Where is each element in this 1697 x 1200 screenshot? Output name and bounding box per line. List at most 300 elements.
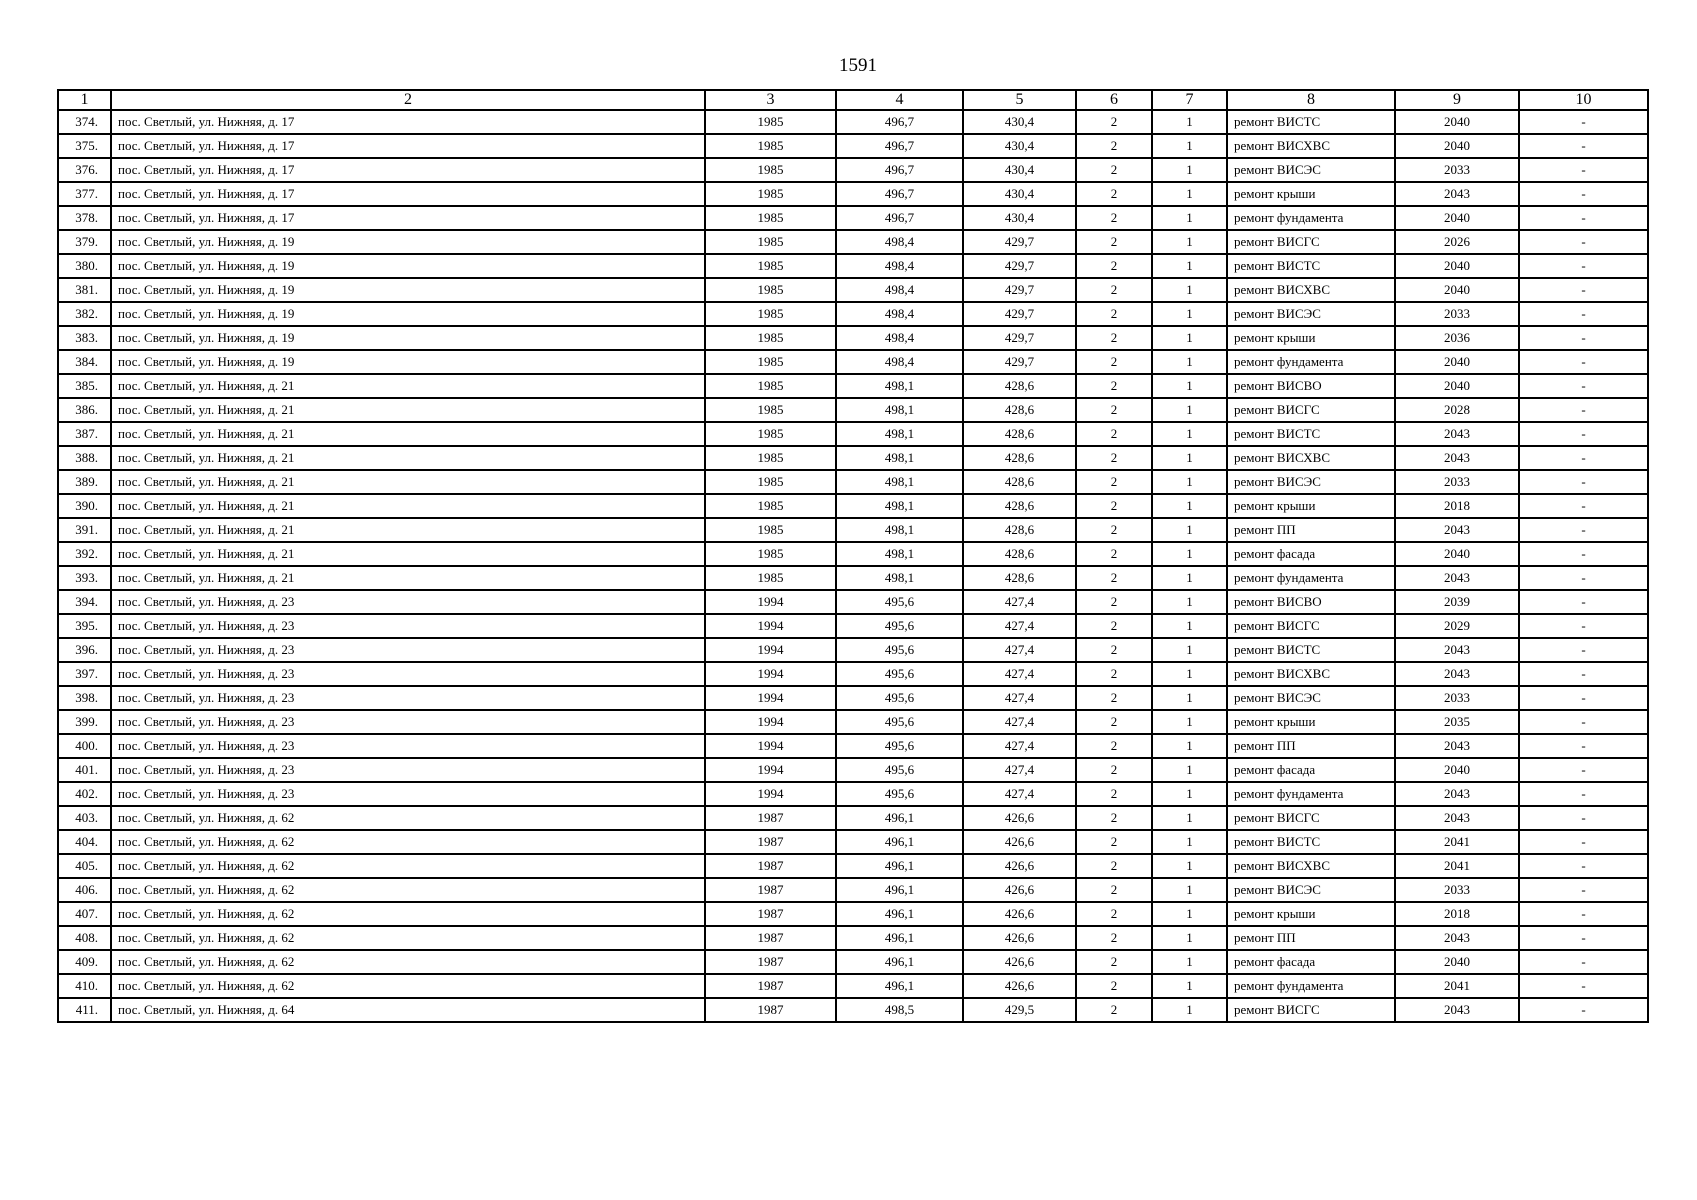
cell-work-type: ремонт ВИСХВС <box>1227 278 1395 302</box>
table-body <box>58 90 1648 1022</box>
cell-living-area: 428,6 <box>963 446 1076 470</box>
cell-floors: 2 <box>1076 734 1152 758</box>
cell-number: 375. <box>58 134 111 158</box>
table-row <box>58 374 1648 398</box>
cell-living-area: 428,6 <box>963 518 1076 542</box>
cell-living-area: 427,4 <box>963 614 1076 638</box>
table-row <box>58 134 1648 158</box>
cell-planned-year: 2043 <box>1395 926 1519 950</box>
column-header-3: 3 <box>705 90 836 110</box>
cell-note: - <box>1519 998 1648 1022</box>
cell-number: 387. <box>58 422 111 446</box>
cell-living-area: 426,6 <box>963 806 1076 830</box>
cell-note: - <box>1519 494 1648 518</box>
table-row <box>58 638 1648 662</box>
cell-work-type: ремонт ПП <box>1227 518 1395 542</box>
cell-total-area: 495,6 <box>836 638 963 662</box>
cell-address: пос. Светлый, ул. Нижняя, д. 19 <box>111 278 705 302</box>
cell-floors: 2 <box>1076 206 1152 230</box>
column-header-7: 7 <box>1152 90 1227 110</box>
cell-year-built: 1985 <box>705 110 836 134</box>
table-row <box>58 446 1648 470</box>
cell-address: пос. Светлый, ул. Нижняя, д. 21 <box>111 446 705 470</box>
cell-floors: 2 <box>1076 590 1152 614</box>
cell-note: - <box>1519 542 1648 566</box>
cell-work-type: ремонт ВИСВО <box>1227 374 1395 398</box>
cell-number: 385. <box>58 374 111 398</box>
table-row <box>58 878 1648 902</box>
cell-planned-year: 2041 <box>1395 974 1519 998</box>
cell-entrances: 1 <box>1152 350 1227 374</box>
cell-work-type: ремонт фундамента <box>1227 782 1395 806</box>
cell-floors: 2 <box>1076 878 1152 902</box>
cell-year-built: 1985 <box>705 446 836 470</box>
cell-entrances: 1 <box>1152 758 1227 782</box>
cell-planned-year: 2043 <box>1395 518 1519 542</box>
cell-living-area: 428,6 <box>963 422 1076 446</box>
cell-living-area: 429,7 <box>963 230 1076 254</box>
column-header-2: 2 <box>111 90 705 110</box>
cell-note: - <box>1519 926 1648 950</box>
cell-work-type: ремонт ВИСГС <box>1227 998 1395 1022</box>
table-row <box>58 566 1648 590</box>
cell-work-type: ремонт ВИСЭС <box>1227 878 1395 902</box>
cell-entrances: 1 <box>1152 950 1227 974</box>
cell-floors: 2 <box>1076 710 1152 734</box>
cell-address: пос. Светлый, ул. Нижняя, д. 62 <box>111 902 705 926</box>
cell-planned-year: 2043 <box>1395 422 1519 446</box>
table-row <box>58 254 1648 278</box>
cell-total-area: 498,1 <box>836 518 963 542</box>
cell-floors: 2 <box>1076 758 1152 782</box>
cell-year-built: 1985 <box>705 326 836 350</box>
cell-floors: 2 <box>1076 446 1152 470</box>
cell-planned-year: 2035 <box>1395 710 1519 734</box>
cell-floors: 2 <box>1076 230 1152 254</box>
cell-total-area: 495,6 <box>836 734 963 758</box>
cell-planned-year: 2033 <box>1395 302 1519 326</box>
table-row <box>58 398 1648 422</box>
cell-note: - <box>1519 446 1648 470</box>
cell-entrances: 1 <box>1152 926 1227 950</box>
table-row <box>58 278 1648 302</box>
cell-total-area: 496,7 <box>836 158 963 182</box>
cell-number: 408. <box>58 926 111 950</box>
cell-note: - <box>1519 806 1648 830</box>
cell-entrances: 1 <box>1152 494 1227 518</box>
column-header-10: 10 <box>1519 90 1648 110</box>
header-row <box>58 90 1648 110</box>
cell-work-type: ремонт фундамента <box>1227 566 1395 590</box>
cell-number: 397. <box>58 662 111 686</box>
cell-note: - <box>1519 902 1648 926</box>
cell-living-area: 430,4 <box>963 182 1076 206</box>
cell-living-area: 429,7 <box>963 302 1076 326</box>
cell-address: пос. Светлый, ул. Нижняя, д. 23 <box>111 638 705 662</box>
cell-entrances: 1 <box>1152 302 1227 326</box>
table-row <box>58 710 1648 734</box>
cell-total-area: 498,1 <box>836 566 963 590</box>
cell-entrances: 1 <box>1152 326 1227 350</box>
cell-year-built: 1987 <box>705 902 836 926</box>
cell-year-built: 1994 <box>705 638 836 662</box>
cell-planned-year: 2040 <box>1395 758 1519 782</box>
cell-year-built: 1985 <box>705 566 836 590</box>
cell-work-type: ремонт крыши <box>1227 494 1395 518</box>
cell-living-area: 427,4 <box>963 662 1076 686</box>
cell-address: пос. Светлый, ул. Нижняя, д. 19 <box>111 350 705 374</box>
cell-planned-year: 2033 <box>1395 878 1519 902</box>
table-row <box>58 974 1648 998</box>
page-number: 1591 <box>839 55 877 76</box>
cell-planned-year: 2029 <box>1395 614 1519 638</box>
cell-floors: 2 <box>1076 782 1152 806</box>
cell-living-area: 428,6 <box>963 470 1076 494</box>
cell-year-built: 1985 <box>705 374 836 398</box>
cell-work-type: ремонт ВИСГС <box>1227 398 1395 422</box>
cell-address: пос. Светлый, ул. Нижняя, д. 21 <box>111 518 705 542</box>
cell-work-type: ремонт ПП <box>1227 734 1395 758</box>
cell-planned-year: 2033 <box>1395 158 1519 182</box>
cell-living-area: 428,6 <box>963 542 1076 566</box>
cell-work-type: ремонт ВИСХВС <box>1227 662 1395 686</box>
cell-entrances: 1 <box>1152 110 1227 134</box>
cell-planned-year: 2043 <box>1395 662 1519 686</box>
cell-note: - <box>1519 566 1648 590</box>
cell-living-area: 426,6 <box>963 902 1076 926</box>
cell-year-built: 1985 <box>705 302 836 326</box>
table-row <box>58 110 1648 134</box>
cell-total-area: 495,6 <box>836 686 963 710</box>
cell-work-type: ремонт ВИСЭС <box>1227 470 1395 494</box>
cell-living-area: 427,4 <box>963 590 1076 614</box>
cell-address: пос. Светлый, ул. Нижняя, д. 62 <box>111 926 705 950</box>
cell-address: пос. Светлый, ул. Нижняя, д. 17 <box>111 182 705 206</box>
cell-entrances: 1 <box>1152 206 1227 230</box>
cell-year-built: 1994 <box>705 590 836 614</box>
cell-living-area: 427,4 <box>963 638 1076 662</box>
cell-work-type: ремонт ВИСХВС <box>1227 854 1395 878</box>
column-header-6: 6 <box>1076 90 1152 110</box>
cell-entrances: 1 <box>1152 614 1227 638</box>
cell-total-area: 498,4 <box>836 230 963 254</box>
cell-living-area: 427,4 <box>963 710 1076 734</box>
table-row <box>58 662 1648 686</box>
cell-year-built: 1987 <box>705 926 836 950</box>
cell-total-area: 498,4 <box>836 326 963 350</box>
table-row <box>58 494 1648 518</box>
cell-total-area: 496,1 <box>836 878 963 902</box>
cell-planned-year: 2018 <box>1395 494 1519 518</box>
cell-entrances: 1 <box>1152 710 1227 734</box>
cell-work-type: ремонт крыши <box>1227 710 1395 734</box>
cell-address: пос. Светлый, ул. Нижняя, д. 62 <box>111 974 705 998</box>
cell-total-area: 496,1 <box>836 806 963 830</box>
cell-address: пос. Светлый, ул. Нижняя, д. 23 <box>111 686 705 710</box>
cell-work-type: ремонт ВИСТС <box>1227 830 1395 854</box>
table-row <box>58 782 1648 806</box>
table-row <box>58 182 1648 206</box>
cell-living-area: 426,6 <box>963 950 1076 974</box>
cell-year-built: 1985 <box>705 398 836 422</box>
cell-note: - <box>1519 518 1648 542</box>
cell-planned-year: 2040 <box>1395 206 1519 230</box>
cell-floors: 2 <box>1076 902 1152 926</box>
cell-note: - <box>1519 326 1648 350</box>
cell-planned-year: 2028 <box>1395 398 1519 422</box>
cell-work-type: ремонт ВИСЭС <box>1227 302 1395 326</box>
cell-address: пос. Светлый, ул. Нижняя, д. 17 <box>111 158 705 182</box>
cell-note: - <box>1519 638 1648 662</box>
cell-living-area: 429,7 <box>963 278 1076 302</box>
cell-floors: 2 <box>1076 950 1152 974</box>
table-row <box>58 902 1648 926</box>
table-row <box>58 590 1648 614</box>
cell-planned-year: 2040 <box>1395 350 1519 374</box>
cell-entrances: 1 <box>1152 806 1227 830</box>
cell-entrances: 1 <box>1152 446 1227 470</box>
cell-total-area: 496,1 <box>836 950 963 974</box>
cell-number: 389. <box>58 470 111 494</box>
cell-entrances: 1 <box>1152 254 1227 278</box>
cell-address: пос. Светлый, ул. Нижняя, д. 17 <box>111 110 705 134</box>
cell-note: - <box>1519 422 1648 446</box>
cell-note: - <box>1519 662 1648 686</box>
cell-work-type: ремонт крыши <box>1227 326 1395 350</box>
cell-year-built: 1985 <box>705 158 836 182</box>
cell-floors: 2 <box>1076 422 1152 446</box>
cell-entrances: 1 <box>1152 974 1227 998</box>
cell-number: 393. <box>58 566 111 590</box>
cell-number: 405. <box>58 854 111 878</box>
cell-address: пос. Светлый, ул. Нижняя, д. 21 <box>111 374 705 398</box>
cell-floors: 2 <box>1076 518 1152 542</box>
cell-total-area: 496,1 <box>836 926 963 950</box>
cell-planned-year: 2043 <box>1395 182 1519 206</box>
cell-work-type: ремонт фундамента <box>1227 350 1395 374</box>
cell-entrances: 1 <box>1152 854 1227 878</box>
column-header-5: 5 <box>963 90 1076 110</box>
cell-entrances: 1 <box>1152 566 1227 590</box>
cell-total-area: 496,7 <box>836 134 963 158</box>
cell-address: пос. Светлый, ул. Нижняя, д. 23 <box>111 734 705 758</box>
cell-work-type: ремонт фундамента <box>1227 206 1395 230</box>
cell-planned-year: 2026 <box>1395 230 1519 254</box>
cell-number: 406. <box>58 878 111 902</box>
cell-entrances: 1 <box>1152 686 1227 710</box>
cell-total-area: 495,6 <box>836 758 963 782</box>
cell-floors: 2 <box>1076 494 1152 518</box>
cell-address: пос. Светлый, ул. Нижняя, д. 17 <box>111 206 705 230</box>
cell-year-built: 1994 <box>705 662 836 686</box>
cell-floors: 2 <box>1076 278 1152 302</box>
cell-number: 395. <box>58 614 111 638</box>
table-row <box>58 158 1648 182</box>
cell-living-area: 430,4 <box>963 134 1076 158</box>
cell-year-built: 1994 <box>705 710 836 734</box>
cell-entrances: 1 <box>1152 998 1227 1022</box>
cell-total-area: 498,4 <box>836 278 963 302</box>
repair-schedule-table <box>57 89 1649 1023</box>
cell-planned-year: 2036 <box>1395 326 1519 350</box>
cell-floors: 2 <box>1076 374 1152 398</box>
cell-number: 374. <box>58 110 111 134</box>
cell-total-area: 496,7 <box>836 206 963 230</box>
table-row <box>58 206 1648 230</box>
cell-note: - <box>1519 590 1648 614</box>
cell-address: пос. Светлый, ул. Нижняя, д. 19 <box>111 302 705 326</box>
table-row <box>58 926 1648 950</box>
cell-total-area: 496,1 <box>836 830 963 854</box>
cell-planned-year: 2040 <box>1395 542 1519 566</box>
cell-planned-year: 2043 <box>1395 782 1519 806</box>
cell-year-built: 1994 <box>705 734 836 758</box>
cell-total-area: 498,1 <box>836 494 963 518</box>
cell-work-type: ремонт фасада <box>1227 542 1395 566</box>
cell-year-built: 1985 <box>705 494 836 518</box>
cell-floors: 2 <box>1076 350 1152 374</box>
cell-living-area: 430,4 <box>963 158 1076 182</box>
cell-note: - <box>1519 950 1648 974</box>
cell-work-type: ремонт ВИСХВС <box>1227 446 1395 470</box>
cell-floors: 2 <box>1076 182 1152 206</box>
cell-note: - <box>1519 710 1648 734</box>
cell-work-type: ремонт крыши <box>1227 902 1395 926</box>
cell-number: 378. <box>58 206 111 230</box>
cell-note: - <box>1519 614 1648 638</box>
cell-floors: 2 <box>1076 806 1152 830</box>
cell-living-area: 428,6 <box>963 398 1076 422</box>
cell-floors: 2 <box>1076 614 1152 638</box>
cell-work-type: ремонт крыши <box>1227 182 1395 206</box>
column-header-4: 4 <box>836 90 963 110</box>
column-header-9: 9 <box>1395 90 1519 110</box>
cell-note: - <box>1519 830 1648 854</box>
cell-total-area: 495,6 <box>836 782 963 806</box>
cell-note: - <box>1519 158 1648 182</box>
cell-total-area: 498,1 <box>836 398 963 422</box>
cell-living-area: 429,5 <box>963 998 1076 1022</box>
table-row <box>58 302 1648 326</box>
cell-number: 410. <box>58 974 111 998</box>
cell-number: 394. <box>58 590 111 614</box>
cell-planned-year: 2041 <box>1395 854 1519 878</box>
cell-year-built: 1987 <box>705 854 836 878</box>
cell-planned-year: 2040 <box>1395 110 1519 134</box>
cell-address: пос. Светлый, ул. Нижняя, д. 62 <box>111 878 705 902</box>
cell-work-type: ремонт фасада <box>1227 758 1395 782</box>
cell-living-area: 428,6 <box>963 374 1076 398</box>
cell-address: пос. Светлый, ул. Нижняя, д. 23 <box>111 782 705 806</box>
cell-planned-year: 2039 <box>1395 590 1519 614</box>
cell-work-type: ремонт ВИСТС <box>1227 110 1395 134</box>
cell-number: 383. <box>58 326 111 350</box>
cell-number: 379. <box>58 230 111 254</box>
cell-living-area: 426,6 <box>963 878 1076 902</box>
cell-address: пос. Светлый, ул. Нижняя, д. 21 <box>111 494 705 518</box>
cell-number: 401. <box>58 758 111 782</box>
table-row <box>58 806 1648 830</box>
cell-address: пос. Светлый, ул. Нижняя, д. 23 <box>111 710 705 734</box>
cell-work-type: ремонт ВИСХВС <box>1227 134 1395 158</box>
cell-entrances: 1 <box>1152 638 1227 662</box>
cell-address: пос. Светлый, ул. Нижняя, д. 21 <box>111 398 705 422</box>
cell-planned-year: 2040 <box>1395 950 1519 974</box>
cell-planned-year: 2018 <box>1395 902 1519 926</box>
cell-year-built: 1985 <box>705 470 836 494</box>
cell-work-type: ремонт ВИСТС <box>1227 638 1395 662</box>
table-row <box>58 230 1648 254</box>
cell-address: пос. Светлый, ул. Нижняя, д. 19 <box>111 254 705 278</box>
table-row <box>58 686 1648 710</box>
cell-planned-year: 2040 <box>1395 134 1519 158</box>
cell-floors: 2 <box>1076 254 1152 278</box>
cell-entrances: 1 <box>1152 830 1227 854</box>
cell-entrances: 1 <box>1152 398 1227 422</box>
cell-floors: 2 <box>1076 974 1152 998</box>
cell-floors: 2 <box>1076 566 1152 590</box>
cell-planned-year: 2040 <box>1395 254 1519 278</box>
cell-work-type: ремонт ВИСЭС <box>1227 686 1395 710</box>
cell-work-type: ремонт ВИСВО <box>1227 590 1395 614</box>
cell-entrances: 1 <box>1152 278 1227 302</box>
cell-year-built: 1985 <box>705 350 836 374</box>
cell-living-area: 427,4 <box>963 782 1076 806</box>
cell-work-type: ремонт ВИСТС <box>1227 422 1395 446</box>
cell-living-area: 426,6 <box>963 854 1076 878</box>
cell-living-area: 429,7 <box>963 326 1076 350</box>
cell-planned-year: 2043 <box>1395 446 1519 470</box>
cell-planned-year: 2033 <box>1395 470 1519 494</box>
cell-address: пос. Светлый, ул. Нижняя, д. 23 <box>111 662 705 686</box>
cell-number: 381. <box>58 278 111 302</box>
cell-address: пос. Светлый, ул. Нижняя, д. 17 <box>111 134 705 158</box>
cell-total-area: 498,1 <box>836 470 963 494</box>
cell-entrances: 1 <box>1152 590 1227 614</box>
table-row <box>58 470 1648 494</box>
cell-living-area: 428,6 <box>963 566 1076 590</box>
cell-planned-year: 2040 <box>1395 374 1519 398</box>
cell-number: 390. <box>58 494 111 518</box>
cell-address: пос. Светлый, ул. Нижняя, д. 62 <box>111 950 705 974</box>
cell-year-built: 1987 <box>705 950 836 974</box>
cell-note: - <box>1519 110 1648 134</box>
cell-total-area: 496,7 <box>836 110 963 134</box>
cell-living-area: 426,6 <box>963 830 1076 854</box>
table-row <box>58 542 1648 566</box>
cell-address: пос. Светлый, ул. Нижняя, д. 19 <box>111 326 705 350</box>
cell-address: пос. Светлый, ул. Нижняя, д. 23 <box>111 758 705 782</box>
cell-number: 388. <box>58 446 111 470</box>
cell-number: 411. <box>58 998 111 1022</box>
cell-total-area: 496,1 <box>836 902 963 926</box>
cell-note: - <box>1519 734 1648 758</box>
cell-entrances: 1 <box>1152 662 1227 686</box>
cell-address: пос. Светлый, ул. Нижняя, д. 62 <box>111 830 705 854</box>
cell-number: 400. <box>58 734 111 758</box>
table-row <box>58 854 1648 878</box>
cell-year-built: 1994 <box>705 758 836 782</box>
cell-address: пос. Светлый, ул. Нижняя, д. 62 <box>111 806 705 830</box>
cell-living-area: 427,4 <box>963 758 1076 782</box>
cell-total-area: 495,6 <box>836 662 963 686</box>
cell-floors: 2 <box>1076 470 1152 494</box>
cell-floors: 2 <box>1076 302 1152 326</box>
cell-floors: 2 <box>1076 926 1152 950</box>
cell-address: пос. Светлый, ул. Нижняя, д. 21 <box>111 470 705 494</box>
cell-note: - <box>1519 350 1648 374</box>
cell-number: 402. <box>58 782 111 806</box>
